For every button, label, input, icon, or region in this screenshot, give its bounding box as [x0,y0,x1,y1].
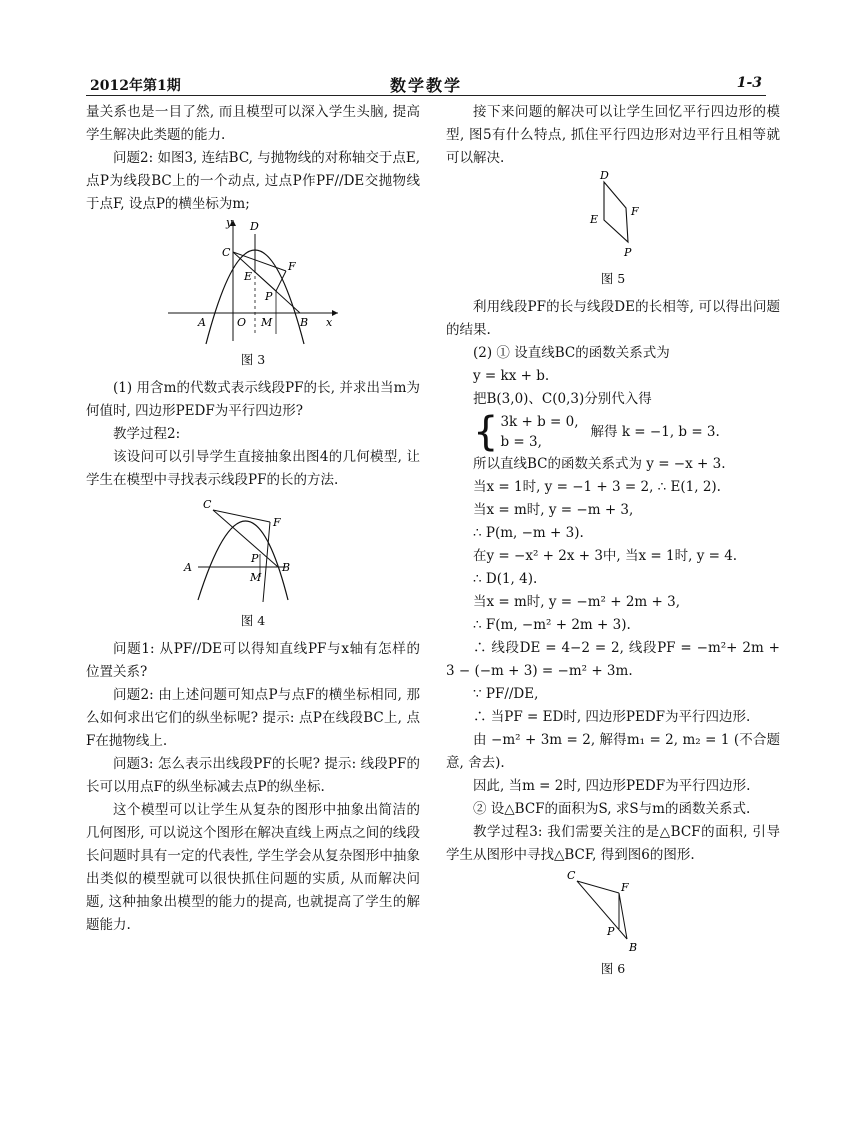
solution-line: ∴ P(m, −m + 3). [473,525,584,541]
fig-label: C [203,498,212,511]
paragraph: 教学过程2: [113,426,181,442]
equation: 3k + b = 0, [500,414,579,430]
fig-label: C [567,869,576,882]
fig-label: B [282,561,291,574]
fig-label: B [300,316,309,329]
solution-line: ∴ 当PF = ED时, 四边形PEDF为平行四边形. [473,709,751,725]
fig-label: E [590,213,599,226]
issue-label: 2012年第1期 [90,78,181,94]
solution-line: 由 −m² + 3m = 2, 解得m₁ = 2, m₂ = 1 (不合题意, 舍去). [446,732,780,771]
solution-line: (2) ① 设直线BC的函数关系式为 [473,345,670,361]
paragraph: 问题2: 由上述问题可知点P与点F的横坐标相同, 那么如何求出它们的纵坐标呢? 提示: 点P在线段BC上, 点F在抛物线上. [86,687,420,749]
solution-line: 因此, 当m = 2时, 四边形PEDF为平行四边形. [473,778,751,794]
fig-label: y [226,216,233,229]
fig-label: B [629,941,638,954]
fig-label: F [273,516,281,529]
fig-label: M [261,316,273,329]
solution-line: 把B(3,0)、C(0,3)分别代入得 [473,391,652,407]
fig-label: P [251,552,259,565]
equation-system: { 3k + b = 0, b = 3, 解得 k = −1, b = 3. [473,409,720,455]
fig-label: A [198,316,206,329]
solution-line: ∵ PF//DE, [473,686,539,702]
fig-label: M [250,571,262,584]
solution-line: ∴ 线段DE = 4−2 = 2, 线段PF = −m²+ 2m + 3 − (−m + 3) = −m² + 3m. [446,640,780,679]
paragraph: 量关系也是一目了然, 而且模型可以深入学生头脑, 提高学生解决此类题的能力. [86,104,420,143]
paragraph: 这个模型可以让学生从复杂的图形中抽象出简洁的几何图形, 可以说这个图形在解决直线上两点之间的线段长问题时具有一定的代表性, 学生学会从复杂图形中抽象出类似的模型就可以很快抓住问题的实质, 从而解决问题, 这种抽象出模型的能力的提高, 也就提高了学生的解题能力. [86,802,420,933]
figure-caption: 图 5 [600,271,626,286]
fig-label: P [607,925,615,938]
figure-3 [158,216,348,346]
fig-label: F [631,205,639,218]
solution-line: 当x = 1时, y = −1 + 3 = 2, ∴ E(1, 2). [473,479,721,495]
fig-label: C [222,246,231,259]
figure-caption: 图 3 [240,352,266,367]
solution-line: ∴ D(1, 4). [473,571,538,587]
fig-label: A [184,561,192,574]
paragraph: (1) 用含m的代数式表示线段PF的长, 并求出当m为何值时, 四边形PEDF为平行四边形? [86,380,420,419]
fig-label: O [237,316,247,329]
solution-line: ∴ F(m, −m² + 2m + 3). [473,617,631,633]
solution-line: ② 设△BCF的面积为S, 求S与m的函数关系式. [473,801,751,817]
solution-line: 在y = −x² + 2x + 3中, 当x = 1时, y = 4. [473,548,738,564]
fig-label: F [288,260,296,273]
left-column [86,101,420,937]
paragraph: 问题3: 怎么表示出线段PF的长呢? 提示: 线段PF的长可以用点F的纵坐标减去点P的纵坐标. [86,756,420,795]
fig-label: x [326,316,333,329]
paragraph: 该设问可以引导学生直接抽象出图4的几何模型, 让学生在模型中寻找表示线段PF的长的方法. [86,449,420,488]
page-header [86,73,766,96]
figure-6 [563,867,663,955]
figure-4 [178,492,328,607]
figure-5 [568,170,658,265]
fig-label: D [250,220,259,233]
fig-label: D [600,170,609,182]
solution-line: 当x = m时, y = −m² + 2m + 3, [473,594,680,610]
journal-title: 数学教学 [389,76,462,95]
paragraph: 教学过程3: 我们需要关注的是△BCF的面积, 引导学生从图形中寻找△BCF, 得到图6的图形. [446,824,780,863]
paragraph: 问题2: 如图3, 连结BC, 与抛物线的对称轴交于点E, 点P为线段BC上的一个动点, 过点P作PF//DE交抛物线于点F, 设点P的横坐标为m; [86,150,420,212]
fig-label: F [621,881,629,894]
figure-caption: 图 6 [600,961,626,976]
paragraph: 接下来问题的解决可以让学生回忆平行四边形的模型, 图5有什么特点, 抓住平行四边形对边平行且相等就可以解决. [446,104,780,166]
fig-label: P [265,290,273,303]
fig-label: E [244,270,253,283]
page-number: 1-3 [736,75,762,91]
fig-label: P [624,246,632,259]
figure-caption: 图 4 [240,613,266,628]
paragraph: 利用线段PF的长与线段DE的长相等, 可以得出问题的结果. [446,299,780,338]
right-column [446,101,780,986]
equation-solution: 解得 k = −1, b = 3. [590,423,720,440]
solution-line: 当x = m时, y = −m + 3, [473,502,634,518]
solution-line: 所以直线BC的函数关系式为 y = −x + 3. [473,456,726,472]
equation: b = 3, [500,434,542,450]
paragraph: 问题1: 从PF//DE可以得知直线PF与x轴有怎样的位置关系? [86,641,420,680]
solution-line: y = kx + b. [473,368,550,384]
